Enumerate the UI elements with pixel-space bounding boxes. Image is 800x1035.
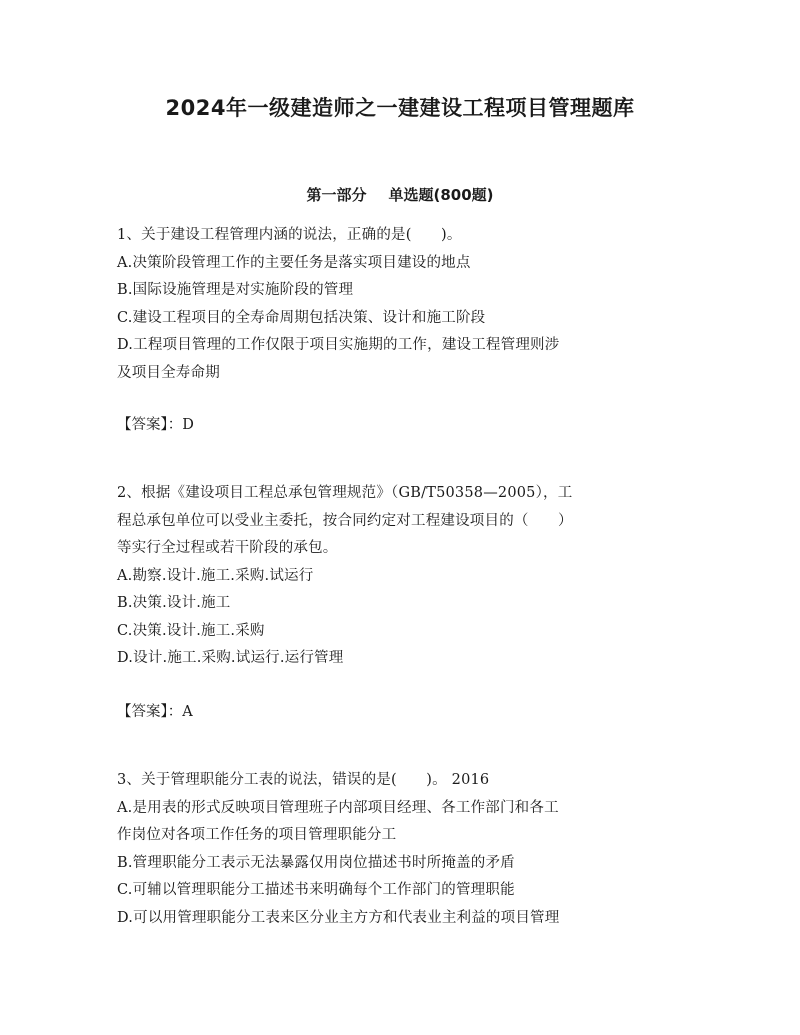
question-1-option-c: C.建设工程项目的全寿命周期包括决策、设计和施工阶段 [117, 309, 486, 326]
question-2-answer [117, 699, 193, 727]
document-title: 2024年一级建造师之一建建设工程项目管理题库 [165, 96, 635, 120]
question-1 [117, 222, 677, 387]
question-3 [117, 767, 677, 932]
answer-value: A [182, 704, 193, 720]
question-3-option-a: A.是用表的形式反映项目管理班子内部项目经理、各工作部门和各工 [117, 799, 559, 816]
answer-label: 【答案】： [117, 417, 183, 433]
section-heading [0, 184, 800, 205]
question-3-option-a-cont: 作岗位对各项工作任务的项目管理职能分工 [117, 827, 397, 843]
answer-value: D [182, 417, 194, 433]
answer-label: 【答案】： [117, 704, 183, 720]
question-1-answer [117, 412, 194, 440]
question-1-option-b: B.国际设施管理是对实施阶段的管理 [117, 282, 354, 298]
question-2-stem: 2、根据《建设项目工程总承包管理规范》（GB/T50358—2005），工 [117, 485, 573, 501]
question-3-option-d: D.可以用管理职能分工表来区分业主方方和代表业主利益的项目管理 [117, 909, 560, 926]
question-2-stem-cont: 程总承包单位可以受业主委托，按合同约定对工程建设项目的（ ） [117, 512, 573, 529]
question-3-stem: 3、关于管理职能分工表的说法，错误的是( )。 2016 [117, 772, 490, 788]
question-2-option-c: C.决策.设计.施工.采购 [117, 622, 265, 639]
question-2-option-b: B.决策.设计.施工 [117, 595, 231, 611]
question-1-option-a: A.决策阶段管理工作的主要任务是落实项目建设的地点 [117, 254, 471, 271]
question-2-stem-cont: 等实行全过程或若干阶段的承包。 [117, 540, 338, 556]
question-1-option-d: D.工程项目管理的工作仅限于项目实施期的工作，建设工程管理则涉 [117, 337, 560, 353]
section-part: 第一部分 [306, 186, 367, 204]
question-1-stem: 1、关于建设工程管理内涵的说法，正确的是( )。 [117, 227, 462, 243]
question-3-option-c: C.可辅以管理职能分工描述书来明确每个工作部门的管理职能 [117, 882, 515, 898]
question-3-option-b: B.管理职能分工表示无法暴露仅用岗位描述书时所掩盖的矛盾 [117, 854, 515, 871]
question-1-option-d-cont: 及项目全寿命期 [117, 364, 220, 381]
question-2 [117, 480, 677, 673]
question-2-option-a: A.勘察.设计.施工.采购.试运行 [117, 567, 314, 584]
section-name: 单选题(800题) [388, 186, 494, 204]
question-2-option-d: D.设计.施工.采购.试运行.运行管理 [117, 650, 344, 666]
